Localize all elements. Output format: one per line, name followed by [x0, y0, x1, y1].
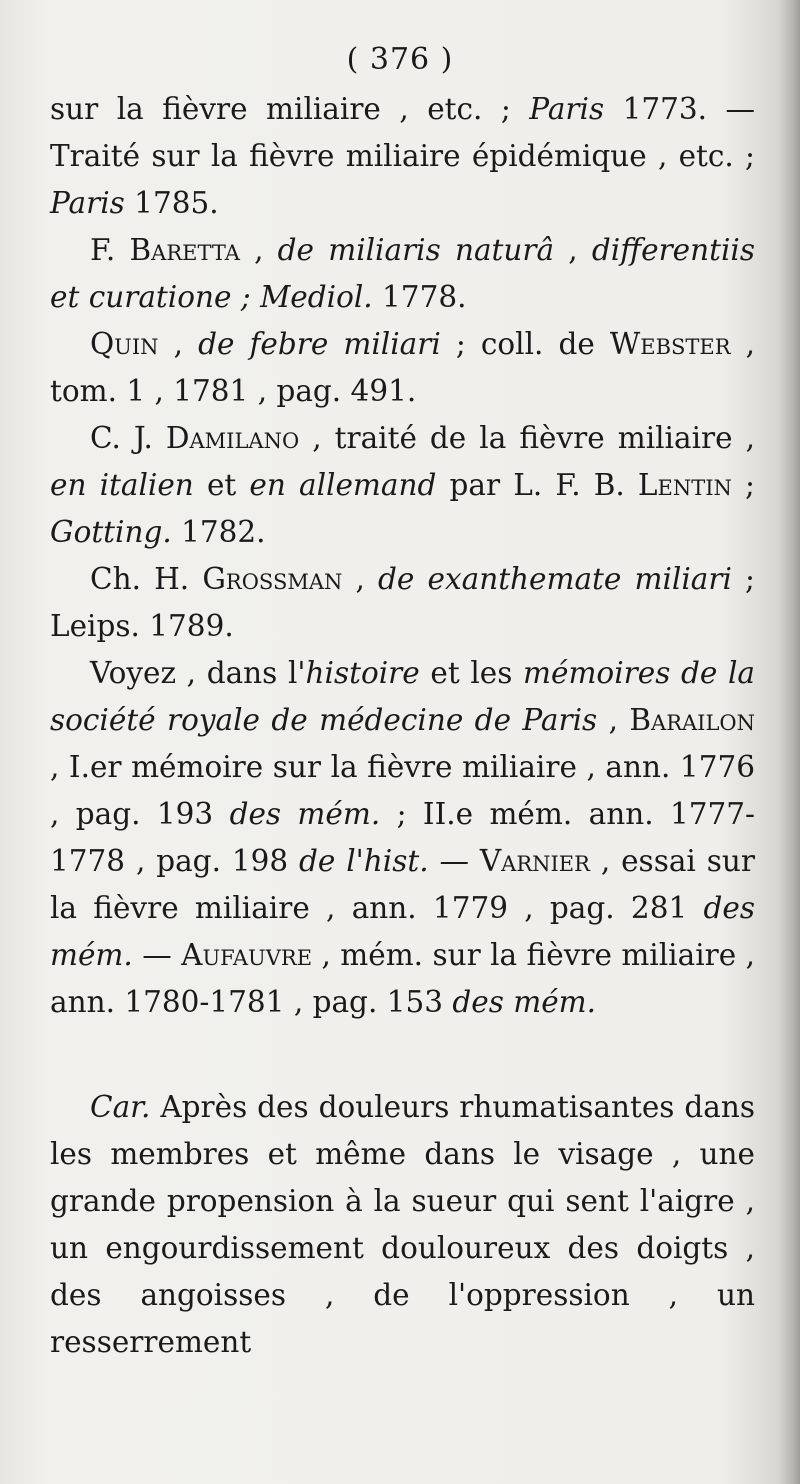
small-caps-name: Grossman	[202, 562, 343, 596]
italic-run: histoire	[305, 656, 420, 690]
text-run: F.	[90, 233, 130, 267]
paragraph-p6	[50, 650, 755, 1026]
italic-run: des mém.	[452, 985, 597, 1019]
text-run: ,	[158, 327, 199, 361]
page-text	[50, 86, 755, 1366]
italic-run: en italien	[50, 468, 194, 502]
text-run: et les	[419, 656, 524, 690]
italic-run: de febre miliari	[198, 327, 441, 361]
text-run: C. J.	[90, 421, 166, 455]
paragraph-p2	[50, 227, 755, 321]
text-run: , mém. sur la fièvre miliaire , ann. 1780-1781 , pag. 153	[50, 938, 755, 1019]
text-run: , essai sur la fièvre miliaire , ann. 1779 , pag. 281	[50, 844, 755, 925]
small-caps-name: Aufauvre	[181, 938, 313, 972]
text-run: ; Leips. 1789.	[50, 562, 755, 643]
small-caps-name: Baretta	[129, 233, 240, 267]
text-run: ; II.e mém. ann. 1777-1778 , pag. 198	[50, 797, 755, 878]
paragraph-p3	[50, 321, 755, 415]
text-run: —	[428, 844, 480, 878]
italic-run: differentiis et curatione ; Mediol.	[50, 233, 755, 314]
text-run: et	[193, 468, 250, 502]
text-run: ,	[597, 703, 630, 737]
text-run: Ch. H.	[90, 562, 203, 596]
italic-run: en allemand	[249, 468, 437, 502]
italic-run: de exanthemate miliari	[378, 562, 732, 596]
text-run: ,	[239, 233, 278, 267]
text-run: sur la fièvre miliaire , etc. ;	[50, 92, 530, 126]
paragraph-p1	[50, 86, 755, 227]
italic-run: mémoires de la société royale de médecine de Paris	[50, 656, 756, 737]
italic-run: de miliaris naturâ	[277, 233, 555, 267]
page-edge-shadow	[778, 0, 800, 1484]
italic-run: de l'hist.	[299, 844, 429, 878]
text-run: par L. F. B.	[436, 468, 638, 502]
text-run: —	[132, 938, 182, 972]
italic-run: Paris	[50, 186, 125, 220]
italic-run: Paris	[529, 92, 605, 126]
italic-run: Car.	[90, 1090, 151, 1124]
italic-run: Gotting.	[50, 515, 172, 549]
text-run: ,	[342, 562, 379, 596]
text-run: 1778.	[372, 280, 467, 314]
small-caps-name: Lentin	[637, 468, 732, 502]
small-caps-name: Webster	[609, 327, 731, 361]
text-run: Après des douleurs rhumatisantes dans les membres et même dans le visage , une grande propension à la sueur qui sent l'aigre , un engourdissement douloureux des doigts , des angoisses , de l'oppression , un resserrement	[50, 1090, 755, 1359]
small-caps-name: Barailon	[629, 703, 755, 737]
text-run: 1785.	[124, 186, 219, 220]
small-caps-name: Damilano	[165, 421, 300, 455]
italic-run: des mém.	[229, 797, 381, 831]
small-caps-name: Varnier	[479, 844, 590, 878]
text-run: ;	[731, 468, 755, 502]
text-run: 1773. — Traité sur la fièvre miliaire épidémique , etc. ;	[50, 92, 755, 173]
paragraph-p4	[50, 415, 755, 556]
paragraph-gap	[50, 1026, 755, 1084]
text-run: 1782.	[171, 515, 266, 549]
text-run: Voyez , dans l'	[90, 656, 306, 690]
text-run: , tom. 1 , 1781 , pag. 491.	[50, 327, 755, 408]
paragraph-p5	[50, 556, 755, 650]
text-run: , traité de la fièvre miliaire ,	[299, 421, 755, 455]
italic-run: des mém.	[50, 891, 755, 972]
text-run: ; coll. de	[440, 327, 610, 361]
text-run: ,	[554, 233, 592, 267]
paragraph-p7	[50, 1084, 755, 1366]
text-run: , I.er mémoire sur la fièvre miliaire , ann. 1776 , pag. 193	[50, 750, 755, 831]
small-caps-name: Quin	[90, 327, 159, 361]
page-number: ( 376 )	[346, 42, 454, 77]
